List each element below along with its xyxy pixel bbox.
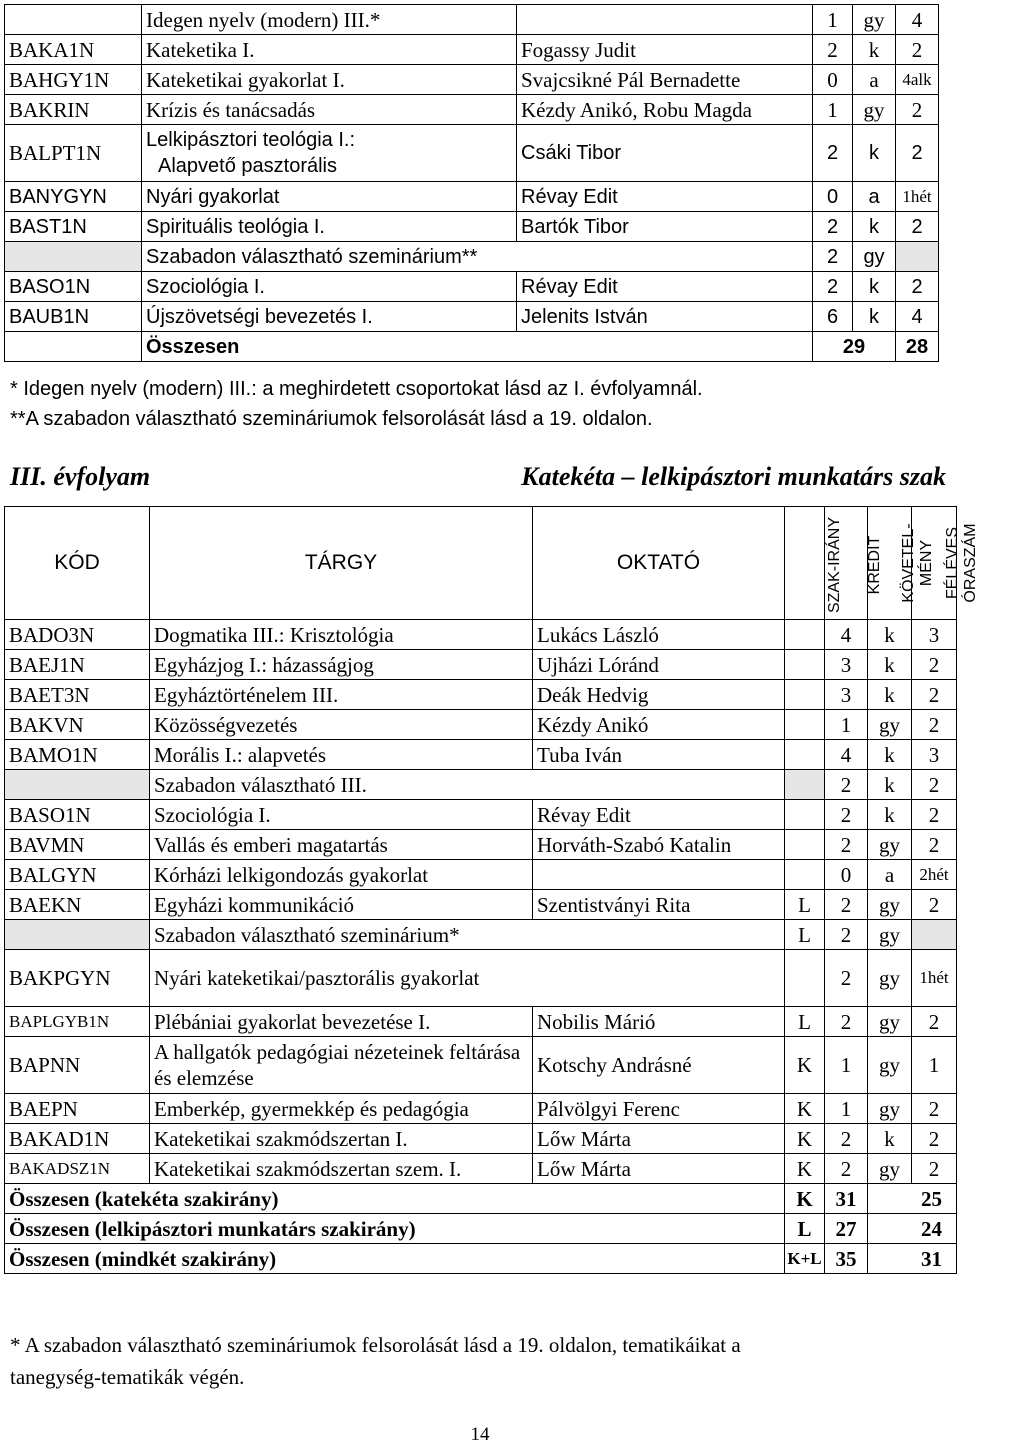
- table-row: BAET3N Egyháztörténelem III. Deák Hedvig 3 k 2: [5, 680, 957, 710]
- note-language: * Idegen nyelv (modern) III.: a meghirdetett csoportokat lásd az I. évfolyamnál.: [10, 378, 703, 400]
- note-seminar: **A szabadon választható szemináriumok felsorolását lásd a 19. oldalon.: [10, 408, 653, 430]
- header-hours: FÉLÉVES ÓRASZÁM: [912, 507, 957, 620]
- table-row: BAUB1N Újszövetségi bevezetés I. Jelenits István 6 k 4: [5, 302, 939, 332]
- table-row: BAKADSZ1N Kateketikai szakmódszertan szem. I. Lőw Márta K 2 gy 2: [5, 1154, 957, 1184]
- table-row: BAEKN Egyházi kommunikáció Szentistványi Rita L 2 gy 2: [5, 890, 957, 920]
- table-row: BAEPN Emberkép, gyermekkép és pedagógia Pálvölgyi Ferenc K 1 gy 2: [5, 1094, 957, 1124]
- table-row: BAST1N Spirituális teológia I. Bartók Tibor 2 k 2: [5, 212, 939, 242]
- page-number: 14: [470, 1424, 490, 1445]
- table-row: BAKPGYN Nyári kateketikai/pasztorális gyakorlat 2 gy 1hét: [5, 950, 957, 1007]
- header-teacher: OKTATÓ: [533, 507, 785, 620]
- total-row: Összesen (katekéta szakirány) K 31 25: [5, 1184, 957, 1214]
- table-row: Szabadon választható szeminárium** 2 gy: [5, 242, 939, 272]
- main-course-table: [4, 506, 979, 1274]
- total-row: Összesen (mindkét szakirány) K+L 35 31: [5, 1244, 957, 1274]
- footnote-line-1: * A szabadon választható szemináriumok felsorolását lásd a 19. oldalon, tematikáikat a: [10, 1333, 741, 1357]
- header-requirement: KÖVETEL-MÉNY: [868, 507, 912, 620]
- table-row: BAKAD1N Kateketikai szakmódszertan I. Lőw Márta K 2 k 2: [5, 1124, 957, 1154]
- header-credit: KREDIT: [825, 507, 868, 620]
- program-heading: Katekéta – lelkipásztori munkatárs szak: [521, 462, 946, 491]
- year-heading: III. évfolyam: [10, 462, 151, 491]
- table-row: BAKRIN Krízis és tanácsadás Kézdy Anikó, Robu Magda 1 gy 2: [5, 95, 939, 125]
- table-row: BAMO1N Morális I.: alapvetés Tuba Iván 4 k 3: [5, 740, 957, 770]
- total-row: Összesen (lelkipásztori munkatárs szakirány) L 27 24: [5, 1214, 957, 1244]
- table-row: BAVMN Vallás és emberi magatartás Horváth-Szabó Katalin 2 gy 2: [5, 830, 957, 860]
- table-row: BALGYN Kórházi lelkigondozás gyakorlat 0 a 2hét: [5, 860, 957, 890]
- table-row: BASO1N Szociológia I. Révay Edit 2 k 2: [5, 800, 957, 830]
- table-row: BASO1N Szociológia I. Révay Edit 2 k 2: [5, 272, 939, 302]
- table-header-row: [5, 507, 957, 620]
- table-row: Szabadon választható szeminárium* L 2 gy: [5, 920, 957, 950]
- table-row: BALPT1N Lelkipásztori teológia I.: Alapvető pasztorális Csáki Tibor 2 k 2: [5, 125, 939, 182]
- total-row: Összesen 29 28: [5, 332, 939, 362]
- footnote-line-2: tanegység-tematikák végén.: [10, 1365, 245, 1389]
- table-row: BADO3N Dogmatika III.: Krisztológia Lukács László 4 k 3: [5, 620, 957, 650]
- header-subject: TÁRGY: [150, 507, 533, 620]
- table-row: BAEJ1N Egyházjog I.: házasságjog Ujházi Lóránd 3 k 2: [5, 650, 957, 680]
- table-row: Szabadon választható III. 2 k 2: [5, 770, 957, 800]
- top-course-table: [4, 4, 939, 362]
- header-track: SZAK-IRÁNY: [785, 507, 825, 620]
- table-row: BAKVN Közösségvezetés Kézdy Anikó 1 gy 2: [5, 710, 957, 740]
- table-row: BAKA1N Kateketika I. Fogassy Judit 2 k 2: [5, 35, 939, 65]
- table-row: BAPLGYB1N Plébániai gyakorlat bevezetése I. Nobilis Márió L 2 gy 2: [5, 1007, 957, 1037]
- table-row: BANYGYN Nyári gyakorlat Révay Edit 0 a 1hét: [5, 182, 939, 212]
- table-row: Idegen nyelv (modern) III.* 1 gy 4: [5, 5, 939, 35]
- header-code: KÓD: [5, 507, 150, 620]
- table-row: BAHGY1N Kateketikai gyakorlat I. Svajcsikné Pál Bernadette 0 a 4alk: [5, 65, 939, 95]
- table-row: BAPNN A hallgatók pedagógiai nézeteinek feltárása és elemzése Kotschy Andrásné K 1 gy 1: [5, 1037, 957, 1094]
